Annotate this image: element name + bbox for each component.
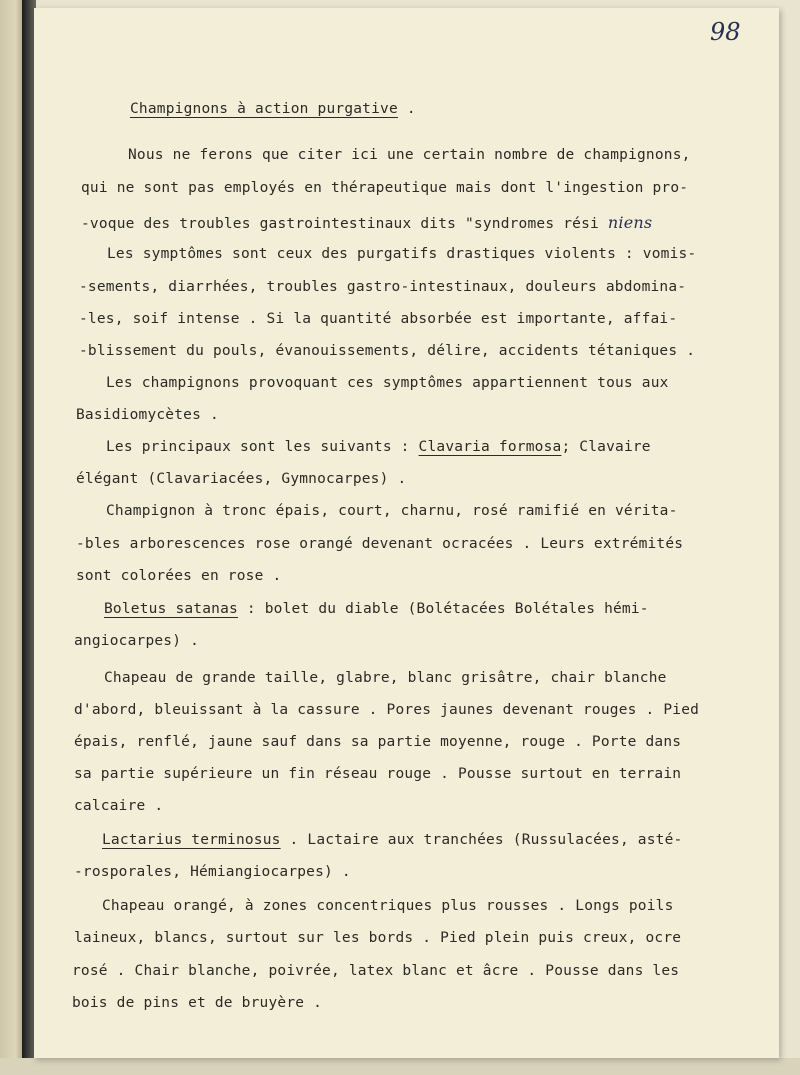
- text-line-10a: Les principaux sont les suivants :: [106, 439, 419, 455]
- text-line-2: qui ne sont pas employés en thérapeutique mais dont l'ingestion pro-: [81, 180, 689, 196]
- text-line-19: épais, renflé, jaune sauf dans sa partie moyenne, rouge . Porte dans: [74, 734, 682, 750]
- text-line-15b: : bolet du diable (Bolétacées Bolétales hémi-: [237, 601, 649, 617]
- binder-edge: [0, 0, 22, 1075]
- page-bottom-strip: [0, 1058, 800, 1075]
- text-line-24: Chapeau orangé, à zones concentriques plus rousses . Longs poils: [102, 898, 674, 914]
- text-line-5: -sements, diarrhées, troubles gastro-intestinaux, douleurs abdomina-: [79, 279, 687, 295]
- text-line-8: Les champignons provoquant ces symptômes appartiennent tous aux: [106, 375, 669, 391]
- text-line-13: -bles arborescences rose orangé devenant ocracées . Leurs extrémités: [76, 536, 684, 552]
- text-line-20: sa partie supérieure un fin réseau rouge . Pousse surtout en terrain: [74, 766, 682, 782]
- text-line-15: [104, 601, 649, 617]
- page-number: 98: [710, 18, 741, 46]
- text-line-26: rosé . Chair blanche, poivrée, latex blanc et âcre . Pousse dans les: [72, 963, 680, 979]
- text-line-11: élégant (Clavariacées, Gymnocarpes) .: [76, 471, 407, 487]
- text-line-18: d'abord, bleuissant à la cassure . Pores jaunes devenant rouges . Pied: [74, 702, 700, 718]
- text-line-1: Nous ne ferons que citer ici une certain nombre de champignons,: [128, 147, 691, 163]
- text-line-23: -rosporales, Hémiangiocarpes) .: [74, 864, 351, 880]
- text-line-21: calcaire .: [74, 798, 164, 814]
- document-page: [34, 8, 779, 1058]
- text-line-22: [102, 832, 682, 848]
- text-line-3: [81, 213, 652, 232]
- text-line-16: angiocarpes) .: [74, 633, 200, 649]
- text-line-25: laineux, blancs, surtout sur les bords . Pied plein puis creux, ocre: [74, 930, 682, 946]
- text-line-7: -blissement du pouls, évanouissements, délire, accidents tétaniques .: [79, 343, 696, 359]
- text-line-9: Basidiomycètes .: [76, 407, 219, 423]
- heading-text: Champignons à action purgative: [130, 101, 398, 117]
- handwritten-correction: niens: [607, 213, 653, 232]
- text-line-17: Chapeau de grande taille, glabre, blanc grisâtre, chair blanche: [104, 670, 667, 686]
- text-line-6: -les, soif intense . Si la quantité absorbée est importante, affai-: [79, 311, 678, 327]
- species-boletus: Boletus satanas: [104, 601, 238, 617]
- text-line-10c: ; Clavaire: [561, 439, 651, 455]
- heading-period: .: [397, 101, 416, 117]
- text-line-12: Champignon à tronc épais, court, charnu, rosé ramifié en vérita-: [106, 503, 678, 519]
- text-line-22b: . Lactaire aux tranchées (Russulacées, asté-: [280, 832, 683, 848]
- text-line-3-typed: -voque des troubles gastrointestinaux dits "syndromes rési: [81, 216, 599, 232]
- text-line-10: [106, 439, 651, 455]
- species-clavaria: Clavaria formosa: [418, 439, 562, 455]
- text-line-4: Les symptômes sont ceux des purgatifs drastiques violents : vomis-: [107, 246, 697, 262]
- section-heading: [130, 101, 416, 117]
- species-lactarius: Lactarius terminosus: [102, 832, 281, 848]
- text-line-14: sont colorées en rose .: [76, 568, 282, 584]
- text-line-27: bois de pins et de bruyère .: [72, 995, 323, 1011]
